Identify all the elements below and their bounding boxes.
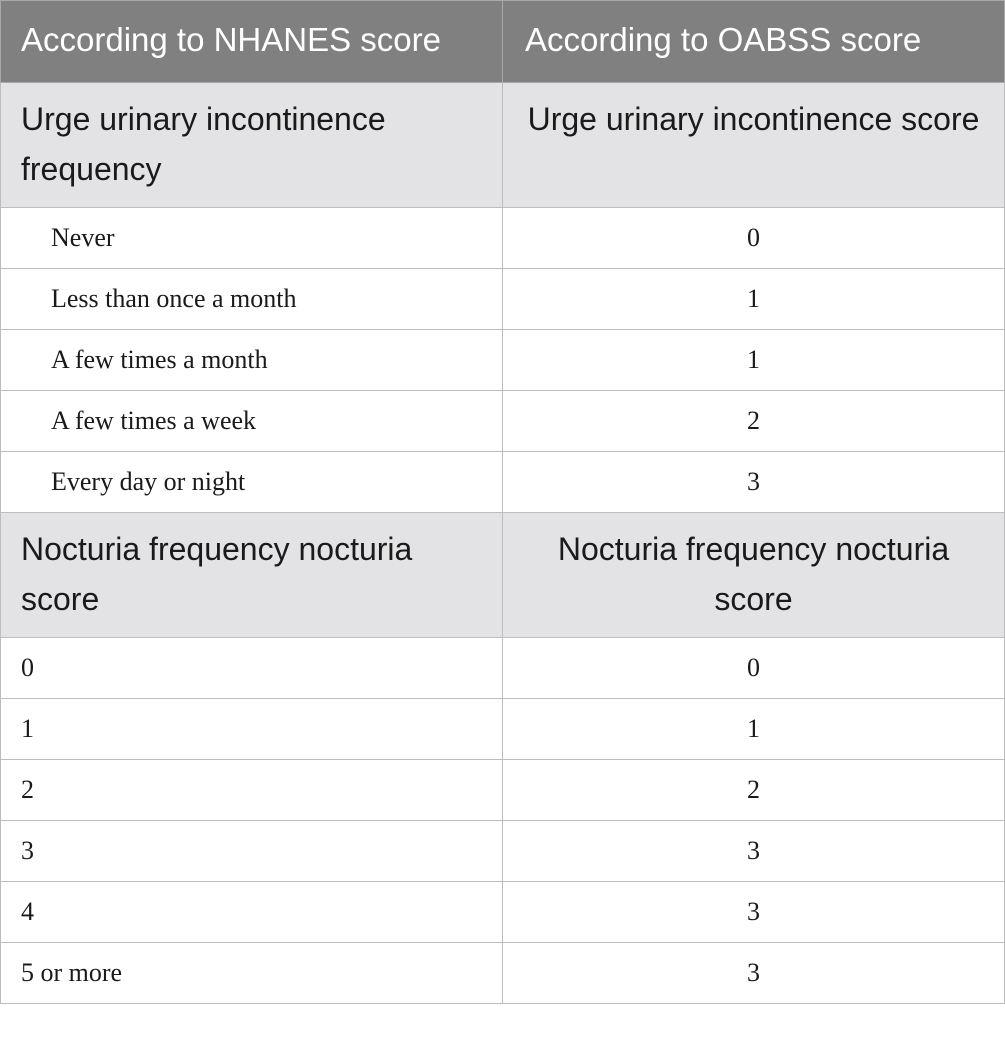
table-row: [1, 330, 1005, 391]
row-frequency: Less than once a month: [1, 269, 503, 330]
table-row: [1, 760, 1005, 821]
table-row: [1, 943, 1005, 1004]
row-score: 3: [503, 821, 1005, 882]
table-row: [1, 208, 1005, 269]
row-frequency: 3: [1, 821, 503, 882]
row-score: 2: [503, 391, 1005, 452]
table-row: [1, 452, 1005, 513]
section-left-label: Urge urinary incontinence frequency: [1, 83, 503, 208]
section-left-label: Nocturia frequency nocturia score: [1, 513, 503, 638]
header-oabss: According to OABSS score: [503, 1, 1005, 83]
row-frequency: 0: [1, 638, 503, 699]
table-row: [1, 699, 1005, 760]
section-row-urge: [1, 83, 1005, 208]
table-row: [1, 391, 1005, 452]
row-score: 0: [503, 638, 1005, 699]
row-score: 3: [503, 882, 1005, 943]
row-frequency: Never: [1, 208, 503, 269]
row-frequency: Every day or night: [1, 452, 503, 513]
table-row: [1, 821, 1005, 882]
header-row: [1, 1, 1005, 83]
row-score: 1: [503, 330, 1005, 391]
row-score: 3: [503, 943, 1005, 1004]
row-score: 0: [503, 208, 1005, 269]
row-frequency: 1: [1, 699, 503, 760]
row-frequency: A few times a month: [1, 330, 503, 391]
row-score: 3: [503, 452, 1005, 513]
row-frequency: 2: [1, 760, 503, 821]
table-row: [1, 269, 1005, 330]
section-right-label: Nocturia frequency nocturia score: [503, 513, 1005, 638]
table-row: [1, 638, 1005, 699]
row-frequency: A few times a week: [1, 391, 503, 452]
row-frequency: 5 or more: [1, 943, 503, 1004]
row-score: 1: [503, 269, 1005, 330]
header-nhanes: According to NHANES score: [1, 1, 503, 83]
section-right-label: Urge urinary incontinence score: [503, 83, 1005, 208]
row-score: 2: [503, 760, 1005, 821]
section-row-nocturia: [1, 513, 1005, 638]
row-score: 1: [503, 699, 1005, 760]
table-row: [1, 882, 1005, 943]
row-frequency: 4: [1, 882, 503, 943]
